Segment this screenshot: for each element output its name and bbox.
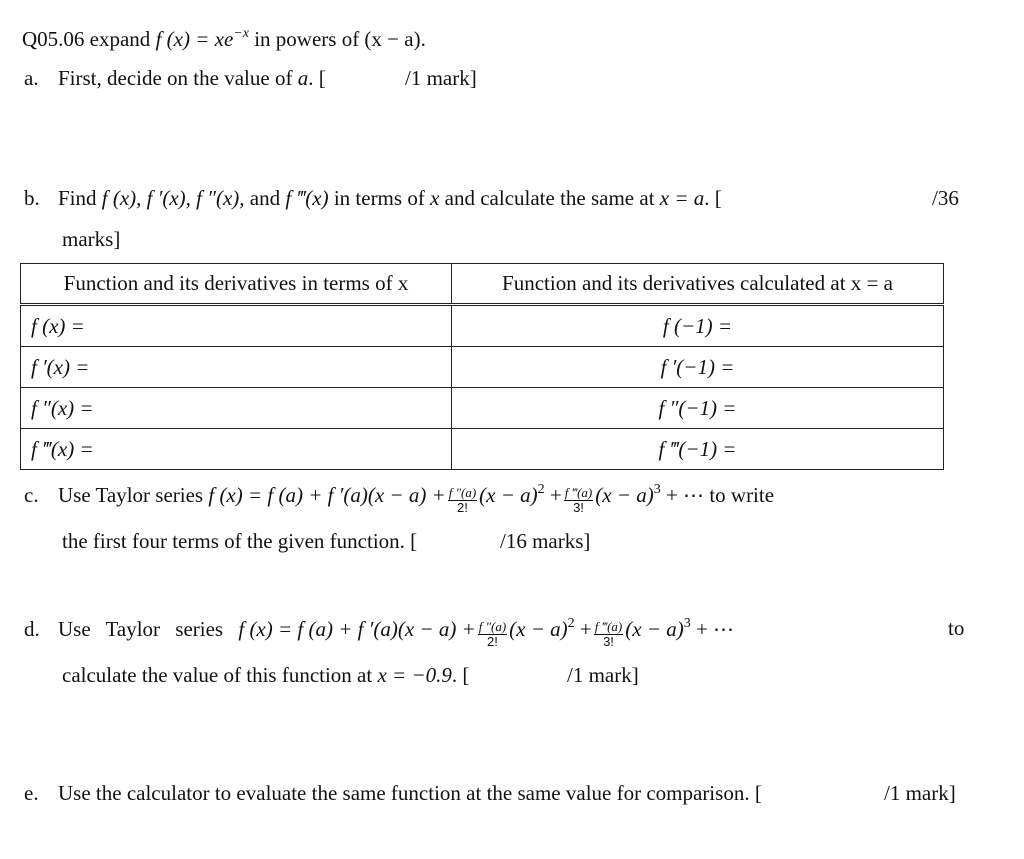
part-a-label: a. [24,66,39,90]
part-c-ellipsis: + ⋯ [660,483,705,507]
table-cell-f1-at-a[interactable]: f ′(−1) = [452,347,944,388]
part-c-formula: f (x) = f (a) + f ′(a)(x − a) + [208,483,446,507]
part-b [24,186,722,211]
part-d-term2: (x − a) [509,617,568,641]
derivatives-table [20,263,944,470]
part-d-line2-tail: . [ [451,663,470,687]
part-c-line2-text: the first four terms of the given function. [ [62,529,418,553]
part-b-text-2: in terms of [328,186,431,210]
table-cell-f[interactable]: f (x) = [21,305,452,347]
part-d-line2-eq: x = −0.9 [377,663,452,687]
part-d-label: d. [24,617,40,641]
part-d-formula: f (x) = f (a) + f ′(a)(x − a) + [238,617,476,641]
part-c-frac1-den: 2! [457,500,468,515]
part-d-plus: + [574,617,592,641]
part-c-term3: (x − a) [595,483,654,507]
table-row [21,388,944,429]
part-d-marks: /1 mark] [567,663,639,687]
question-title [22,26,426,52]
part-c-tail: to write [704,483,775,507]
part-c-pow2: 2 [537,482,545,497]
table-cell-f-at-a[interactable]: f (−1) = [452,305,944,347]
part-d-frac1-den: 2! [487,634,498,649]
part-c-fraction-1 [448,486,477,515]
part-a-var: a [297,66,309,90]
table-cell-f2[interactable]: f ″(x) = [21,388,452,429]
part-c-text: Use Taylor series [58,483,209,507]
part-c-line2 [62,529,417,554]
part-c [24,482,774,515]
part-d-text: Use Taylor series [58,617,239,641]
part-c-pow3: 3 [653,482,661,497]
part-b-marks-cont: marks] [62,227,121,251]
part-c-frac2-den: 3! [573,500,584,515]
table-row [21,347,944,388]
question-intro-suffix: in powers of (x − a). [248,27,426,51]
table-cell-f2-at-a[interactable]: f ″(−1) = [452,388,944,429]
part-d-ellipsis: + ⋯ [690,617,735,641]
part-c-plus: + [544,483,562,507]
question-function: f (x) = xe [155,27,234,51]
part-c-marks: /16 marks] [500,529,591,553]
part-d-pow2: 2 [567,616,575,631]
table-row [21,429,944,470]
part-b-text-3: and calculate the same at [439,186,660,210]
part-b-marks: /36 [932,186,959,210]
part-c-frac2-num: f ‴(a) [564,485,593,500]
part-d-term3: (x − a) [625,617,684,641]
part-e [24,781,762,806]
part-c-frac1-num: f ″(a) [448,485,477,500]
table-cell-f3-at-a[interactable]: f ‴(−1) = [452,429,944,470]
part-a-marks: /1 mark] [405,66,477,90]
part-b-and: and [244,186,286,210]
table-cell-f3[interactable]: f ‴(x) = [21,429,452,470]
part-d-line2 [62,663,469,688]
part-a-text: First, decide on the value of [58,66,298,90]
question-intro-text: Q05.06 expand [22,27,156,51]
part-d-line2-text: calculate the value of this function at [62,663,378,687]
part-b-funcs: f (x), f ′(x), f ″(x), [101,186,245,210]
part-d-frac1-num: f ″(a) [478,619,507,634]
part-b-x: x [430,186,440,210]
part-b-eq: x = a [659,186,705,210]
part-d-fraction-2 [594,620,623,649]
question-exponent: −x [233,26,249,41]
part-b-text-1: Find [58,186,102,210]
table-cell-f1[interactable]: f ′(x) = [21,347,452,388]
part-d-fraction-1 [478,620,507,649]
table-row [21,305,944,347]
table-header-row [21,264,944,305]
part-c-label: c. [24,483,39,507]
part-d-tail: to [948,616,965,640]
part-c-fraction-2 [564,486,593,515]
part-a [24,66,326,91]
part-b-text-4: . [ [704,186,722,210]
table-header-right: Function and its derivatives calculated at x = a [452,264,944,305]
part-b-label: b. [24,186,40,210]
part-b-f3: f ‴(x) [285,186,329,210]
part-e-label: e. [24,781,39,805]
table-header-left: Function and its derivatives in terms of x [21,264,452,305]
part-d [24,616,734,649]
part-d-frac2-num: f ‴(a) [594,619,623,634]
part-d-frac2-den: 3! [603,634,614,649]
part-d-pow3: 3 [683,616,691,631]
part-a-tail: . [ [308,66,326,90]
part-c-term2: (x − a) [479,483,538,507]
part-e-text: Use the calculator to evaluate the same function at the same value for comparison. [ [58,781,762,805]
part-e-marks: /1 mark] [884,781,956,805]
